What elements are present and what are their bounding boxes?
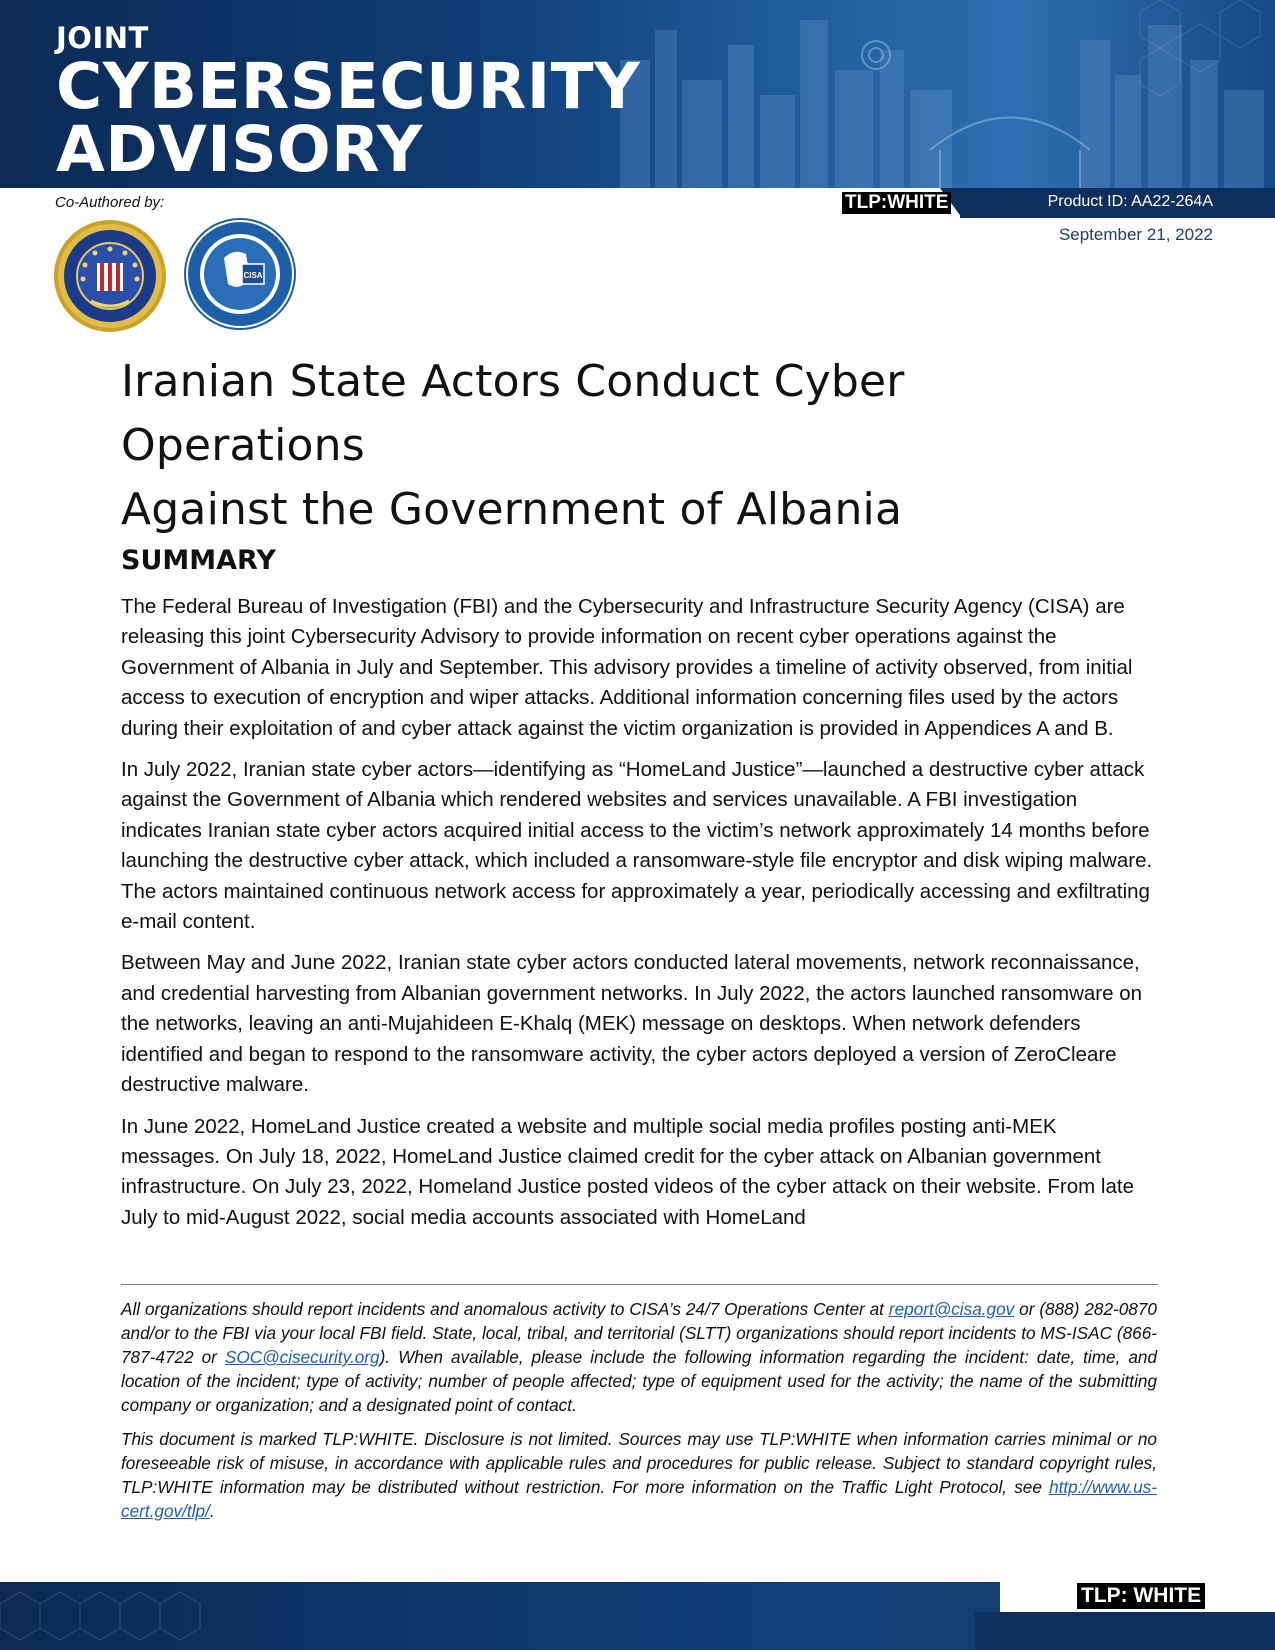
summary-paragraph: The Federal Bureau of Investigation (FBI) and the Cybersecurity and Infrastructure Security Agency (CISA) are releasing this joint Cybersecurity Advisory to provide information on recent cyber operations against the Government of Albania in July and September. This advisory provides a timeline of activity observed, from initial access to execution of encryption and wiper attacks. Additional information concerning files used by the actors during their exploitation of and cyber attack against the victim organization is provided in Appendices A and B.	[121, 595, 1133, 740]
report-email-link[interactable]: report@cisa.gov	[888, 1299, 1015, 1319]
banner-title	[56, 21, 641, 186]
notice-text: All organizations should report incidents and anomalous activity to CISA’s 24/7 Operations Center at	[121, 1299, 889, 1319]
reporting-notice	[121, 1297, 1157, 1533]
fbi-seal-logo	[53, 219, 167, 338]
title-line-1: Iranian State Actors Conduct Cyber Operations	[121, 356, 905, 471]
summary-paragraph: Between May and June 2022, Iranian state cyber actors conducted lateral movements, network reconnaissance, and credential harvesting from Albanian government networks. In July 2022, the actors launched ransomware on the networks, leaving an anti-Mujahideen E-Khalq (MEK) message on desktops. When network defenders identified and began to respond to the ransomware activity, the cyber actors deployed a version of ZeroCleare destructive malware.	[121, 951, 1143, 1097]
banner-line-cybersecurity: CYBERSECURITY	[56, 50, 641, 123]
tlp-badge-bottom: TLP: WHITE	[1077, 1583, 1205, 1609]
tlp-badge-top: TLP:WHITE	[842, 192, 951, 214]
notice-text: This document is marked TLP:WHITE. Disclosure is not limited. Sources may use TLP:WHITE when information carries minimal or no foreseeable risk of misuse, in accordance with applicable rules and procedures for public release. Subject to standard copyright rules, TLP:WHITE information may be distributed without restriction. For more information on the Traffic Light Protocol, see	[121, 1429, 1157, 1497]
banner-line-joint: JOINT	[56, 21, 149, 55]
summary-body	[121, 592, 1161, 1244]
cisa-seal-logo	[184, 218, 296, 335]
header-banner	[0, 0, 1275, 188]
tlp-info-link[interactable]: http://www.us-cert.gov/tlp/	[121, 1477, 1157, 1521]
page-title	[121, 350, 1161, 542]
banner-line-advisory: ADVISORY	[56, 113, 423, 186]
publication-date: September 21, 2022	[1058, 225, 1213, 244]
summary-heading: SUMMARY	[121, 545, 276, 576]
reporting-paragraph	[121, 1297, 1157, 1417]
tlp-paragraph	[121, 1427, 1157, 1523]
summary-paragraph: In June 2022, HomeLand Justice created a website and multiple social media profiles posting anti-MEK messages. On July 18, 2022, HomeLand Justice claimed credit for the cyber attack on Albanian government infrastructure. On July 23, 2022, Homeland Justice posted videos of the cyber attack on their website. From late July to mid-August 2022, social media accounts associated with HomeLand	[121, 1114, 1134, 1229]
footer-strip	[975, 1612, 1275, 1650]
notice-text: ). When available, please include the following information regarding the incident: date, time, and location of the incident; type of activity; number of people affected; type of equipment used for the activity; the name of the submitting company or organization; and a designated point of contact.	[121, 1347, 1158, 1415]
ms-isac-email-link[interactable]: SOC@cisecurity.org	[224, 1347, 380, 1367]
coauthored-label: Co-Authored by:	[55, 194, 165, 211]
cisa-seal-center-text: CISA	[243, 271, 263, 280]
notice-text: .	[209, 1501, 215, 1521]
product-id: Product ID: AA22-264A	[1047, 193, 1213, 210]
summary-paragraph: In July 2022, Iranian state cyber actors—identifying as “HomeLand Justice”—launched a destructive cyber attack against the Government of Albania which rendered websites and services unavailable. A FBI investigation indicates Iranian state cyber actors acquired initial access to the victim’s network approximately 14 months before launching the destructive cyber attack, which included a ransomware-style file encryptor and disk wiping malware. The actors maintained continuous network access for approximately a year, periodically accessing and exfiltrating e-mail content.	[121, 758, 1153, 934]
footnote-divider	[121, 1284, 1158, 1285]
title-line-2: Against the Government of Albania	[121, 484, 903, 535]
notice-text: or (888) 282-0870 and/or to the FBI via your local FBI field. State, local, tribal, and territorial (SLTT) organizations should report incidents to MS-ISAC (866-787-4722 or	[121, 1299, 1157, 1367]
